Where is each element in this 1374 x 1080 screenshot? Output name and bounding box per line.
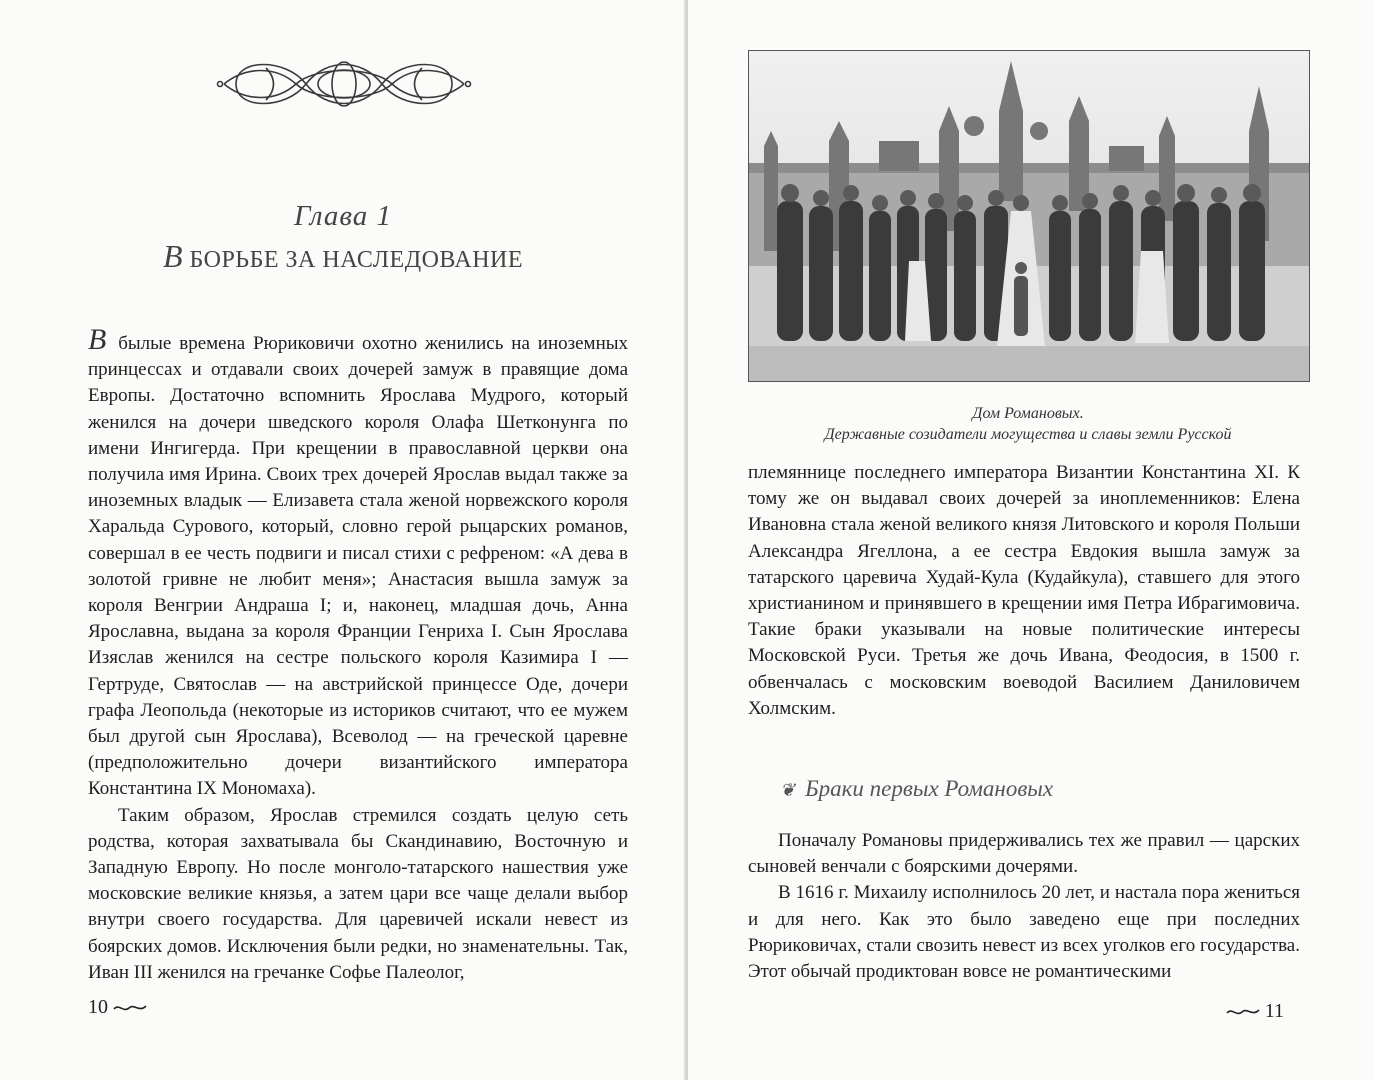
chapter-title-rest: БОРЬБЕ ЗА НАСЛЕДОВАНИЕ	[183, 247, 524, 273]
paragraph: В 1616 г. Михаилу исполнилось 20 лет, и настала пора жениться и для него. Как это было заведено еще при последних Рюриковичах, стали свозить невест из всех уголков его государства. Этот обычай продиктован вовсе не романтическими	[748, 882, 1300, 983]
swash-ornament-icon	[113, 1002, 147, 1014]
right-body-text-bottom	[748, 828, 1300, 985]
chapter-ornament	[216, 48, 472, 120]
paragraph: Таким образом, Ярослав стремился создать целую сеть родства, которая захватывала бы Скандинавию, Восточную и Западную Европу. Но после монголо-татарского нашествия уже московские великие князья, а затем цари все чаще делали выбор внутри своего государства. Для царевичей искали невест из боярских домов. Исключения были редки, но знаменательны. Так, Иван III женился на гречанке Софье Палеолог,	[88, 804, 628, 983]
right-body-text-top	[748, 460, 1300, 722]
paragraph: племяннице последнего императора Византии Константина XI. К тому же он выдавал своих дочерей за иноплеменников: Елена Ивановна стала женой великого князя Литовского и короля Польши Александра Ягеллона, а ее сестра Евдокия вышла замуж за татарского царевича Худай-Кула (Кудайкула), ставшего для этого христианином и принявшего в крещении имя Петра Ибрагимовича. Такие браки указывали на новые политические интересы Московской Руси. Третья же дочь Ивана, Феодосия, в 1500 г. обвенчалась с московским воеводой Василием Даниловичем Холмским.	[748, 462, 1300, 719]
caption-line: Дом Романовых.	[972, 405, 1084, 422]
chapter-number: Глава 1	[293, 200, 393, 232]
page-number-right	[1226, 1000, 1284, 1023]
section-heading-text: Браки первых Романовых	[805, 776, 1054, 801]
swash-ornament-icon	[1226, 1006, 1260, 1018]
left-page	[0, 0, 686, 1080]
fleuron-icon: ❦	[780, 780, 796, 800]
page-number: 11	[1264, 1000, 1284, 1022]
right-page	[688, 0, 1374, 1080]
chapter-title	[0, 238, 686, 275]
paragraph: Поначалу Романовы придерживались тех же правил — царских сыновей венчали с боярскими дочерями.	[748, 830, 1300, 878]
page-number-left	[88, 996, 147, 1019]
caption-line: Державные созидатели могущества и славы земли Русской	[824, 426, 1232, 443]
illustration-romanov-house	[748, 50, 1310, 382]
paragraph-text: былые времена Рюриковичи охотно женились на иноземных принцессах и отдавали своих дочерей замуж в правящие дома Европы. Достаточно вспомнить Ярослава Мудрого, который женился на дочери шведского короля Олафа Шетконунга по имени Ингигерда. При крещении в православной церкви она получила имя Ирина. Своих трех дочерей Ярослав выдал также за иноземных владык — Елизавета стала женой норвежского короля Харальда Сурового, который, словно герой рыцарских романов, совершал в ее честь подвиги и писал стихи с рефреном: «А дева в золотой гривне не любит меня»; Анастасия вышла замуж за короля Венгрии Андраша I; и, наконец, младшая дочь, Анна Ярославна, выдана за короля Франции Генриха I. Сын Ярослава Изяслав женился на сестре польского короля Казимира I — Гертруде, Святослав — на австрийской принцессе Оде, дочери графа Леопольда (некоторые из историков считают, что ее мужем был другой сын Ярослава), Всеволод — на греческой царевне (предположительно дочери византийского императора Константина IX Мономаха).	[88, 333, 629, 800]
chapter-title-initial: В	[162, 238, 183, 274]
left-body-text	[88, 323, 629, 986]
section-heading	[780, 776, 1053, 802]
drop-cap: В	[88, 323, 107, 356]
paragraph	[88, 323, 629, 803]
page-number: 10	[88, 996, 108, 1018]
figure-caption	[748, 403, 1308, 445]
